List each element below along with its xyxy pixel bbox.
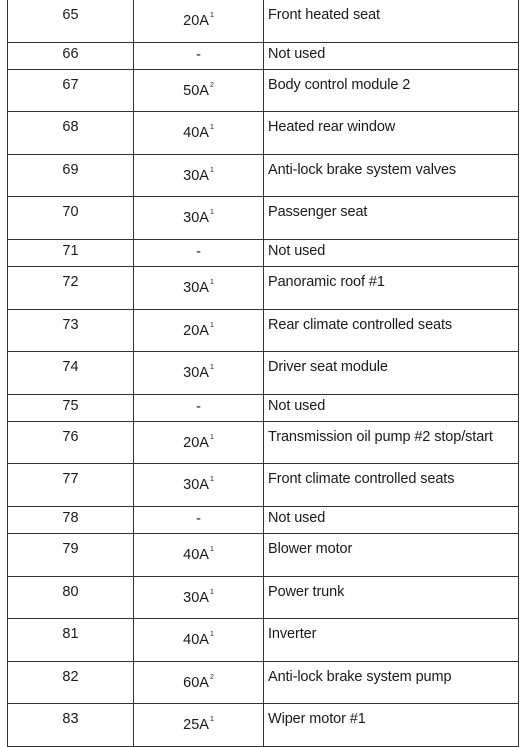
fuse-number: 76 [8,421,134,464]
table-row [8,352,519,395]
fuse-rating-cell [134,619,264,662]
fuse-rating: 40A [183,632,209,649]
footnote-marker: 1 [209,12,214,19]
fuse-rating: 60A [183,674,209,691]
fuse-rating: 25A [183,717,209,734]
footnote-marker: 1 [209,124,214,132]
table-row [8,0,519,42]
fuse-number: 70 [8,197,134,240]
table-row [8,506,519,533]
fuse-description: Not used [264,42,519,69]
fuse-rating-cell [134,464,264,507]
fuse-rating: 30A [183,589,209,606]
fuse-description: Power trunk [264,576,519,619]
table-row [8,704,519,747]
fuse-rating: - [196,510,201,527]
fuse-rating-cell [134,352,264,395]
fuse-number: 71 [8,239,134,266]
fuse-rating-cell [134,704,264,747]
footnote-marker: 1 [209,716,214,724]
footnote-marker: 2 [209,673,214,681]
footnote-marker: 1 [209,476,214,484]
fuse-description: Blower motor [264,533,519,576]
fuse-number: 73 [8,309,134,352]
fuse-description: Passenger seat [264,197,519,240]
fuse-description: Anti-lock brake system valves [264,154,519,197]
fuse-rating: 20A [183,434,209,451]
table-row [8,394,519,421]
fuse-number: 74 [8,352,134,395]
table-row [8,69,519,112]
fuse-rating-cell [134,266,264,309]
fuse-description: Transmission oil pump #2 stop/start [264,421,519,464]
fuse-number: 72 [8,266,134,309]
fuse-number: 67 [8,69,134,112]
table-row [8,112,519,155]
table-row [8,197,519,240]
fuse-rating-cell [134,421,264,464]
fuse-description: Rear climate controlled seats [264,309,519,352]
fuse-rating-cell [134,394,264,421]
table-row [8,309,519,352]
fuse-rating: - [196,398,201,415]
footnote-marker: 1 [209,631,214,639]
footnote-marker: 1 [209,278,214,286]
table-row [8,421,519,464]
fuse-rating: 50A [183,82,209,99]
fuse-number: 77 [8,464,134,507]
fuse-rating: 40A [183,125,209,142]
fuse-rating-cell [134,112,264,155]
footnote-marker: 1 [209,209,214,217]
footnote-marker: 1 [209,545,214,553]
fuse-number: 75 [8,394,134,421]
table-row [8,533,519,576]
fuse-rating-cell [134,239,264,266]
fuse-rating-cell [134,506,264,533]
fuse-description: Not used [264,394,519,421]
table-row [8,464,519,507]
fuse-description: Not used [264,506,519,533]
fuse-description: Panoramic roof #1 [264,266,519,309]
fuse-number: 80 [8,576,134,619]
table-row [8,661,519,704]
fuse-description: Heated rear window [264,112,519,155]
footnote-marker: 1 [209,321,214,329]
fuse-rating-cell [134,69,264,112]
fuse-number: 81 [8,619,134,662]
fuse-rating-cell [134,576,264,619]
fuse-rating-cell [134,154,264,197]
fuse-rating: 30A [183,167,209,184]
table-row [8,42,519,69]
table-row [8,266,519,309]
footnote-marker: 1 [209,433,214,441]
fuse-rating: 30A [183,477,209,494]
fuse-rating: 20A [183,13,209,29]
fuse-rating-cell [134,42,264,69]
fuse-number: 65 [8,0,134,42]
fuse-number: 78 [8,506,134,533]
fuse-description: Front heated seat [264,0,519,42]
fuse-description: Wiper motor #1 [264,704,519,747]
fuse-rating: 40A [183,546,209,563]
fuse-table-body [8,0,519,746]
fuse-number: 83 [8,704,134,747]
fuse-description: Driver seat module [264,352,519,395]
fuse-number: 82 [8,661,134,704]
fuse-number: 68 [8,112,134,155]
fuse-rating: 20A [183,322,209,339]
fuse-description: Inverter [264,619,519,662]
fuse-rating: - [196,46,201,63]
fuse-rating: - [196,243,201,260]
fuse-rating-cell [134,197,264,240]
fuse-rating-cell [134,309,264,352]
footnote-marker: 2 [209,81,214,89]
table-row [8,239,519,266]
fuse-rating-cell [134,661,264,704]
fuse-number: 66 [8,42,134,69]
fuse-number: 79 [8,533,134,576]
fuse-description: Not used [264,239,519,266]
footnote-marker: 1 [209,588,214,596]
fuse-rating: 30A [183,365,209,382]
fuse-rating-cell [134,0,264,42]
footnote-marker: 1 [209,364,214,372]
fuse-rating: 30A [183,279,209,296]
table-row [8,154,519,197]
fuse-number: 69 [8,154,134,197]
footnote-marker: 1 [209,166,214,174]
fuse-description: Body control module 2 [264,69,519,112]
fuse-rating-cell [134,533,264,576]
table-row [8,576,519,619]
fuse-table [7,0,519,747]
fuse-rating: 30A [183,210,209,227]
table-row [8,619,519,662]
fuse-description: Front climate controlled seats [264,464,519,507]
fuse-description: Anti-lock brake system pump [264,661,519,704]
